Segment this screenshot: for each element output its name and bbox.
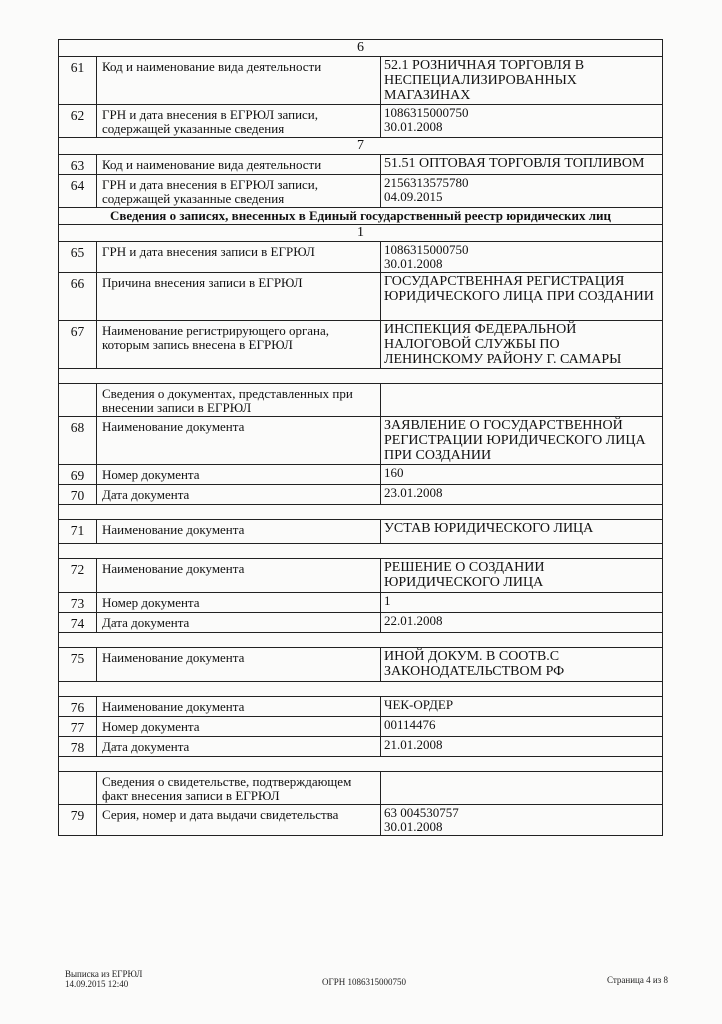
field-label: Серия, номер и дата выдачи свидетельства bbox=[97, 805, 381, 836]
empty-cell bbox=[381, 772, 663, 805]
table-row bbox=[59, 417, 663, 465]
field-value: 51.51 ОПТОВАЯ ТОРГОВЛЯ ТОПЛИВОМ bbox=[381, 155, 663, 175]
table-row bbox=[59, 697, 663, 717]
docs-header-row bbox=[59, 384, 663, 417]
field-value: 21.01.2008 bbox=[381, 737, 663, 757]
spacer-row bbox=[59, 757, 663, 772]
section-title: Сведения о записях, внесенных в Единый государственный реестр юридических лиц bbox=[59, 208, 663, 225]
field-value bbox=[381, 175, 663, 208]
footer-extract-title: Выписка из ЕГРЮЛ bbox=[65, 969, 143, 979]
date-value: 04.09.2015 bbox=[384, 189, 443, 204]
subsection-title: Сведения о документах, представленных при внесении записи в ЕГРЮЛ bbox=[97, 384, 381, 417]
field-value: 22.01.2008 bbox=[381, 613, 663, 633]
date-value: 30.01.2008 bbox=[384, 119, 443, 134]
spacer-cell bbox=[59, 505, 663, 520]
section-title-row bbox=[59, 208, 663, 225]
block-1-header-row bbox=[59, 225, 663, 242]
block-number: 1 bbox=[59, 225, 663, 242]
certificate-number: 63 004530757 bbox=[384, 805, 459, 820]
table-row bbox=[59, 717, 663, 737]
row-number: 74 bbox=[59, 613, 97, 633]
field-value: ИНОЙ ДОКУМ. В СООТВ.С ЗАКОНОДАТЕЛЬСТВОМ РФ bbox=[381, 648, 663, 682]
row-number: 78 bbox=[59, 737, 97, 757]
field-label: Код и наименование вида деятельности bbox=[97, 155, 381, 175]
empty-cell bbox=[59, 772, 97, 805]
row-number: 66 bbox=[59, 273, 97, 321]
egrul-extract-table bbox=[58, 39, 663, 836]
field-label: Наименование документа bbox=[97, 417, 381, 465]
row-number: 75 bbox=[59, 648, 97, 682]
field-value bbox=[381, 105, 663, 138]
empty-cell bbox=[381, 384, 663, 417]
footer-extract-info bbox=[65, 969, 142, 989]
row-number: 65 bbox=[59, 242, 97, 273]
field-label: Номер документа bbox=[97, 465, 381, 485]
table-row bbox=[59, 648, 663, 682]
table-row bbox=[59, 273, 663, 321]
table-row bbox=[59, 105, 663, 138]
table-row bbox=[59, 321, 663, 369]
row-number: 72 bbox=[59, 559, 97, 593]
spacer-row bbox=[59, 682, 663, 697]
empty-cell bbox=[59, 384, 97, 417]
grn-value: 1086315000750 bbox=[384, 105, 469, 120]
field-value: УСТАВ ЮРИДИЧЕСКОГО ЛИЦА bbox=[381, 520, 663, 544]
spacer-row bbox=[59, 505, 663, 520]
table-row bbox=[59, 593, 663, 613]
field-label: Дата документа bbox=[97, 613, 381, 633]
field-value: ИНСПЕКЦИЯ ФЕДЕРАЛЬНОЙ НАЛОГОВОЙ СЛУЖБЫ ПО ЛЕНИНСКОМУ РАЙОНУ Г. САМАРЫ bbox=[381, 321, 663, 369]
field-value: РЕШЕНИЕ О СОЗДАНИИ ЮРИДИЧЕСКОГО ЛИЦА bbox=[381, 559, 663, 593]
date-value: 30.01.2008 bbox=[384, 256, 443, 271]
field-value: ГОСУДАРСТВЕННАЯ РЕГИСТРАЦИЯ ЮРИДИЧЕСКОГО ЛИЦА ПРИ СОЗДАНИИ bbox=[381, 273, 663, 321]
block-6-header-row bbox=[59, 40, 663, 57]
field-value: ЧЕК-ОРДЕР bbox=[381, 697, 663, 717]
field-label: Номер документа bbox=[97, 593, 381, 613]
spacer-cell bbox=[59, 544, 663, 559]
row-number: 73 bbox=[59, 593, 97, 613]
table-row bbox=[59, 57, 663, 105]
field-value: 52.1 РОЗНИЧНАЯ ТОРГОВЛЯ В НЕСПЕЦИАЛИЗИРОВАННЫХ МАГАЗИНАХ bbox=[381, 57, 663, 105]
field-value bbox=[381, 805, 663, 836]
field-value: 160 bbox=[381, 465, 663, 485]
row-number: 69 bbox=[59, 465, 97, 485]
field-label: Номер документа bbox=[97, 717, 381, 737]
row-number: 62 bbox=[59, 105, 97, 138]
spacer-cell bbox=[59, 757, 663, 772]
field-label: ГРН и дата внесения в ЕГРЮЛ записи, содержащей указанные сведения bbox=[97, 105, 381, 138]
row-number: 63 bbox=[59, 155, 97, 175]
table-row bbox=[59, 737, 663, 757]
footer-page-number: Страница 4 из 8 bbox=[607, 975, 668, 985]
row-number: 71 bbox=[59, 520, 97, 544]
field-label: Наименование регистрирующего органа, которым запись внесена в ЕГРЮЛ bbox=[97, 321, 381, 369]
field-label: ГРН и дата внесения в ЕГРЮЛ записи, содержащей указанные сведения bbox=[97, 175, 381, 208]
field-label: Наименование документа bbox=[97, 559, 381, 593]
field-label: Причина внесения записи в ЕГРЮЛ bbox=[97, 273, 381, 321]
table-row bbox=[59, 242, 663, 273]
block-7-header-row bbox=[59, 138, 663, 155]
footer-extract-timestamp: 14.09.2015 12:40 bbox=[65, 979, 129, 989]
spacer-row bbox=[59, 633, 663, 648]
field-value: 23.01.2008 bbox=[381, 485, 663, 505]
table-row bbox=[59, 175, 663, 208]
spacer-cell bbox=[59, 633, 663, 648]
row-number: 76 bbox=[59, 697, 97, 717]
date-value: 30.01.2008 bbox=[384, 819, 443, 834]
field-value: 00114476 bbox=[381, 717, 663, 737]
spacer-row bbox=[59, 369, 663, 384]
table-row bbox=[59, 465, 663, 485]
table-row bbox=[59, 520, 663, 544]
field-label: Наименование документа bbox=[97, 520, 381, 544]
field-label: Наименование документа bbox=[97, 697, 381, 717]
row-number: 67 bbox=[59, 321, 97, 369]
row-number: 68 bbox=[59, 417, 97, 465]
grn-value: 1086315000750 bbox=[384, 242, 469, 257]
field-label: Дата документа bbox=[97, 737, 381, 757]
field-label: Код и наименование вида деятельности bbox=[97, 57, 381, 105]
spacer-cell bbox=[59, 682, 663, 697]
table-row bbox=[59, 805, 663, 836]
table-row bbox=[59, 559, 663, 593]
row-number: 64 bbox=[59, 175, 97, 208]
spacer-cell bbox=[59, 369, 663, 384]
field-label: ГРН и дата внесения записи в ЕГРЮЛ bbox=[97, 242, 381, 273]
field-value: ЗАЯВЛЕНИЕ О ГОСУДАРСТВЕННОЙ РЕГИСТРАЦИИ ЮРИДИЧЕСКОГО ЛИЦА ПРИ СОЗДАНИИ bbox=[381, 417, 663, 465]
row-number: 77 bbox=[59, 717, 97, 737]
table-row bbox=[59, 485, 663, 505]
subsection-title: Сведения о свидетельстве, подтверждающем факт внесения записи в ЕГРЮЛ bbox=[97, 772, 381, 805]
table-row bbox=[59, 155, 663, 175]
table-row bbox=[59, 613, 663, 633]
block-number: 6 bbox=[59, 40, 663, 57]
cert-header-row bbox=[59, 772, 663, 805]
row-number: 61 bbox=[59, 57, 97, 105]
block-number: 7 bbox=[59, 138, 663, 155]
footer-ogrn: ОГРН 1086315000750 bbox=[322, 977, 406, 987]
spacer-row bbox=[59, 544, 663, 559]
grn-value: 2156313575780 bbox=[384, 175, 469, 190]
field-value bbox=[381, 242, 663, 273]
row-number: 70 bbox=[59, 485, 97, 505]
field-label: Наименование документа bbox=[97, 648, 381, 682]
field-label: Дата документа bbox=[97, 485, 381, 505]
field-value: 1 bbox=[381, 593, 663, 613]
row-number: 79 bbox=[59, 805, 97, 836]
